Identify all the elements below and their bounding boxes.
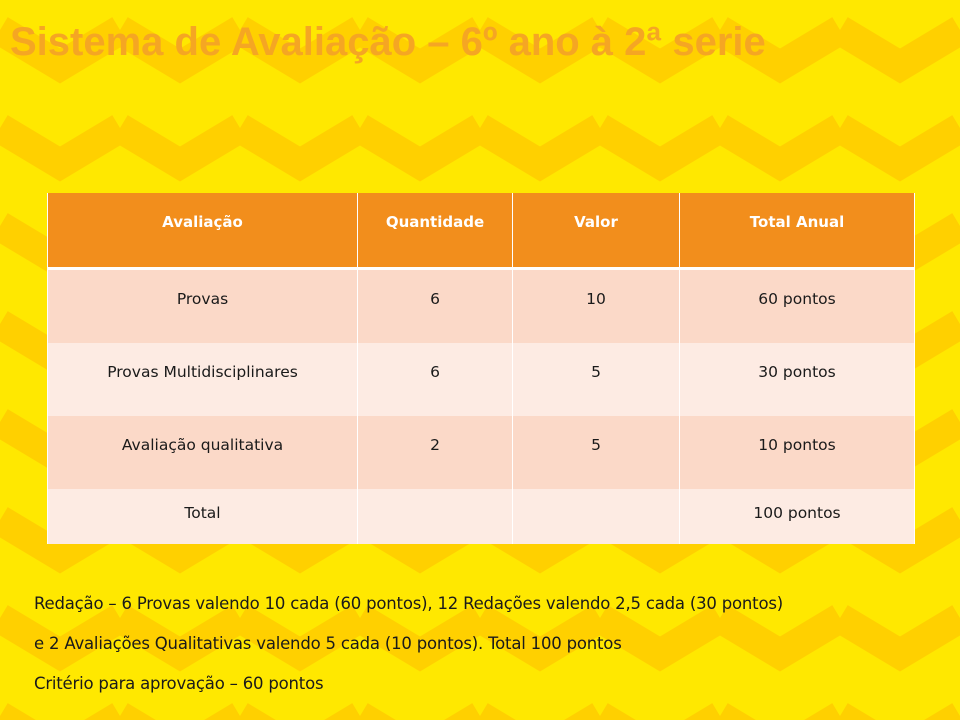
note-line: Redação – 6 Provas valendo 10 cada (60 pontos), 12 Redações valendo 2,5 cada (30 pontos)	[34, 594, 783, 613]
cell-quantidade: 2	[358, 416, 513, 489]
table-row	[48, 343, 915, 416]
cell-total-anual: 30 pontos	[680, 343, 915, 416]
cell-avaliacao: Total	[48, 489, 358, 544]
header-valor: Valor	[513, 193, 680, 269]
notes-block	[34, 584, 954, 704]
cell-total-anual: 100 pontos	[680, 489, 915, 544]
cell-valor	[513, 489, 680, 544]
cell-quantidade	[358, 489, 513, 544]
table-header-row	[48, 193, 915, 269]
cell-quantidade: 6	[358, 343, 513, 416]
table-row	[48, 416, 915, 489]
note-line: Critério para aprovação – 60 pontos	[34, 674, 324, 693]
cell-valor: 5	[513, 416, 680, 489]
cell-valor: 5	[513, 343, 680, 416]
cell-avaliacao: Provas	[48, 269, 358, 344]
cell-valor: 10	[513, 269, 680, 344]
table-total-row	[48, 489, 915, 544]
header-total-anual: Total Anual	[680, 193, 915, 269]
evaluation-table	[47, 193, 915, 544]
cell-total-anual: 10 pontos	[680, 416, 915, 489]
cell-quantidade: 6	[358, 269, 513, 344]
header-quantidade: Quantidade	[358, 193, 513, 269]
header-avaliacao: Avaliação	[48, 193, 358, 269]
cell-avaliacao: Avaliação qualitativa	[48, 416, 358, 489]
cell-total-anual: 60 pontos	[680, 269, 915, 344]
cell-avaliacao: Provas Multidisciplinares	[48, 343, 358, 416]
slide-title: Sistema de Avaliação – 6º ano à 2ª serie	[10, 20, 766, 64]
table-row	[48, 269, 915, 344]
note-line: e 2 Avaliações Qualitativas valendo 5 cada (10 pontos). Total 100 pontos	[34, 634, 622, 653]
